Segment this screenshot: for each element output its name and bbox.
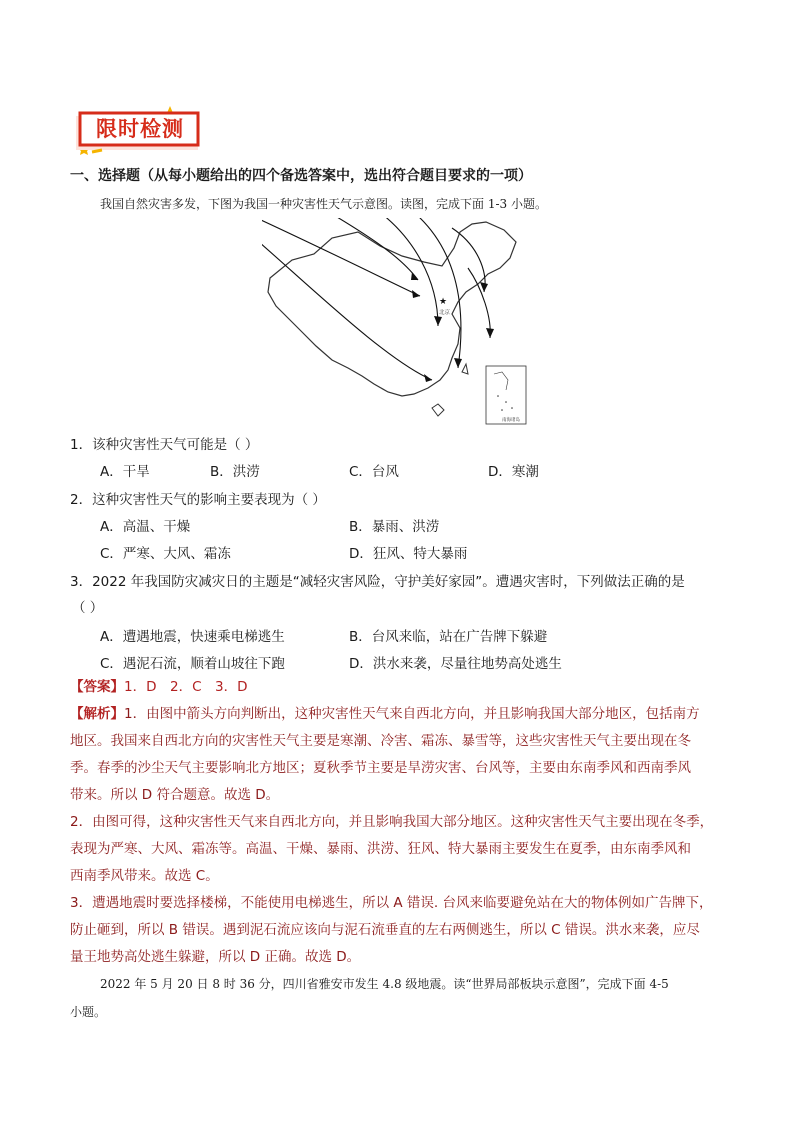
option-3d[interactable]: D．洪水来袭，尽量往地势高处逃生 <box>349 656 562 672</box>
beijing-label: 北京 <box>439 310 451 316</box>
arrow-path <box>332 218 418 280</box>
text-line: 量王地势高处逃生躲避，所以 D 正确。故选 D。 <box>70 949 361 965</box>
option-1a[interactable]: A．干旱 <box>100 464 150 480</box>
option-1b[interactable]: B．洪涝 <box>210 464 260 480</box>
hainan-island <box>432 404 444 416</box>
text-line: 防止砸到，所以 B 错误。遇到泥石流应该向与泥石流垂直的左右两侧逃生，所以 C 错误。洪水来袭，应尽 <box>70 922 700 938</box>
question-stem: 2．这种灾害性天气的影响主要表现为（ ） <box>70 492 326 508</box>
question-stem: 1．该种灾害性天气可能是（ ） <box>70 437 259 453</box>
analysis-p3 <box>70 890 728 971</box>
analysis-block <box>70 701 728 971</box>
section-badge <box>70 100 210 158</box>
text-line: 地区。我国来自西北方向的灾害性天气主要是寒潮、冷害、霜冻、暴雪等，这些灾害性天气主要出现在冬 <box>70 733 691 749</box>
question-stem-cont: （ ） <box>72 600 104 616</box>
text-line: 小题。 <box>70 1005 107 1019</box>
option-1d[interactable]: D．寒潮 <box>488 464 539 480</box>
text-line: 2．由图可得，这种灾害性天气来自西北方向，并且影响我国大部分地区。这种灾害性天气主要出现在冬季， <box>70 814 714 830</box>
text-line: 季。春季的沙尘天气主要影响北方地区；夏秋季节主要是旱涝灾害、台风等，主要由东南季风和西南季风 <box>70 760 691 776</box>
next-question-intro <box>70 970 728 1026</box>
arrow-path <box>262 222 432 380</box>
text-line: 表现为严寒、大风、霜冻等。高温、干燥、暴雨、洪涝、狂风、特大暴雨主要发生在夏季，由东南季风和 <box>70 841 691 857</box>
option-1c[interactable]: C．台风 <box>349 464 399 480</box>
answer-line <box>70 674 247 700</box>
text-line: 带来。所以 D 符合题意。故选 D。 <box>70 787 280 803</box>
badge-text: 限时检测 <box>96 117 184 141</box>
china-border <box>268 222 516 396</box>
option-3b[interactable]: B．台风来临，站在广告牌下躲避 <box>349 629 548 645</box>
analysis-p2 <box>70 809 728 890</box>
analysis-p1 <box>70 701 728 809</box>
option-2d[interactable]: D．狂风、特大暴雨 <box>349 546 468 562</box>
arrow-path <box>468 268 490 338</box>
option-3a[interactable]: A．遭遇地震，快速乘电梯逃生 <box>100 629 285 645</box>
text-line: 1．由图中箭头方向判断出，这种灾害性天气来自西北方向，并且影响我国大部分地区，包括南方 <box>124 706 700 722</box>
analysis-label: 【解析】 <box>70 706 124 722</box>
answer-text: 1．D 2．C 3．D <box>124 679 248 695</box>
svg-text:★: ★ <box>439 297 448 307</box>
china-outline-map <box>262 218 532 436</box>
arrow-path <box>418 218 461 368</box>
option-2c[interactable]: C．严寒、大风、霜冻 <box>100 546 231 562</box>
inset-frame <box>486 366 526 424</box>
text-line: 2022 年 5 月 20 日 8 时 36 分，四川省雅安市发生 4.8 级地震。读“世界局部板块示意图”，完成下面 4-5 <box>100 977 669 991</box>
cold-wave-map <box>262 218 532 436</box>
text-line: 西南季风带来。故选 C。 <box>70 868 219 884</box>
arrow-path <box>382 218 438 326</box>
option-2b[interactable]: B．暴雨、洪涝 <box>349 519 440 535</box>
text-line: 3．遭遇地震时要选择楼梯，不能使用电梯逃生，所以 A 错误. 台风来临要避免站在大的物体例如广告牌下， <box>70 895 713 911</box>
section-title: 一、选择题（从每小题给出的四个备选答案中，选出符合题目要求的一项） <box>70 168 532 184</box>
arrow-heads <box>411 272 494 382</box>
taiwan-island <box>462 364 468 374</box>
inset-label: 南海诸岛 <box>502 418 520 423</box>
answer-label: 【答案】 <box>70 679 124 695</box>
question-stem: 3．2022 年我国防灾减灾日的主题是“减轻灾害风险，守护美好家园”。遭遇灾害时，下列做法正确的是 <box>70 574 685 590</box>
option-2a[interactable]: A．高温、干燥 <box>100 519 191 535</box>
question-intro: 我国自然灾害多发，下图为我国一种灾害性天气示意图。读图，完成下面 1-3 小题。 <box>100 197 547 211</box>
option-3c[interactable]: C．遇泥石流，顺着山坡往下跑 <box>100 656 285 672</box>
